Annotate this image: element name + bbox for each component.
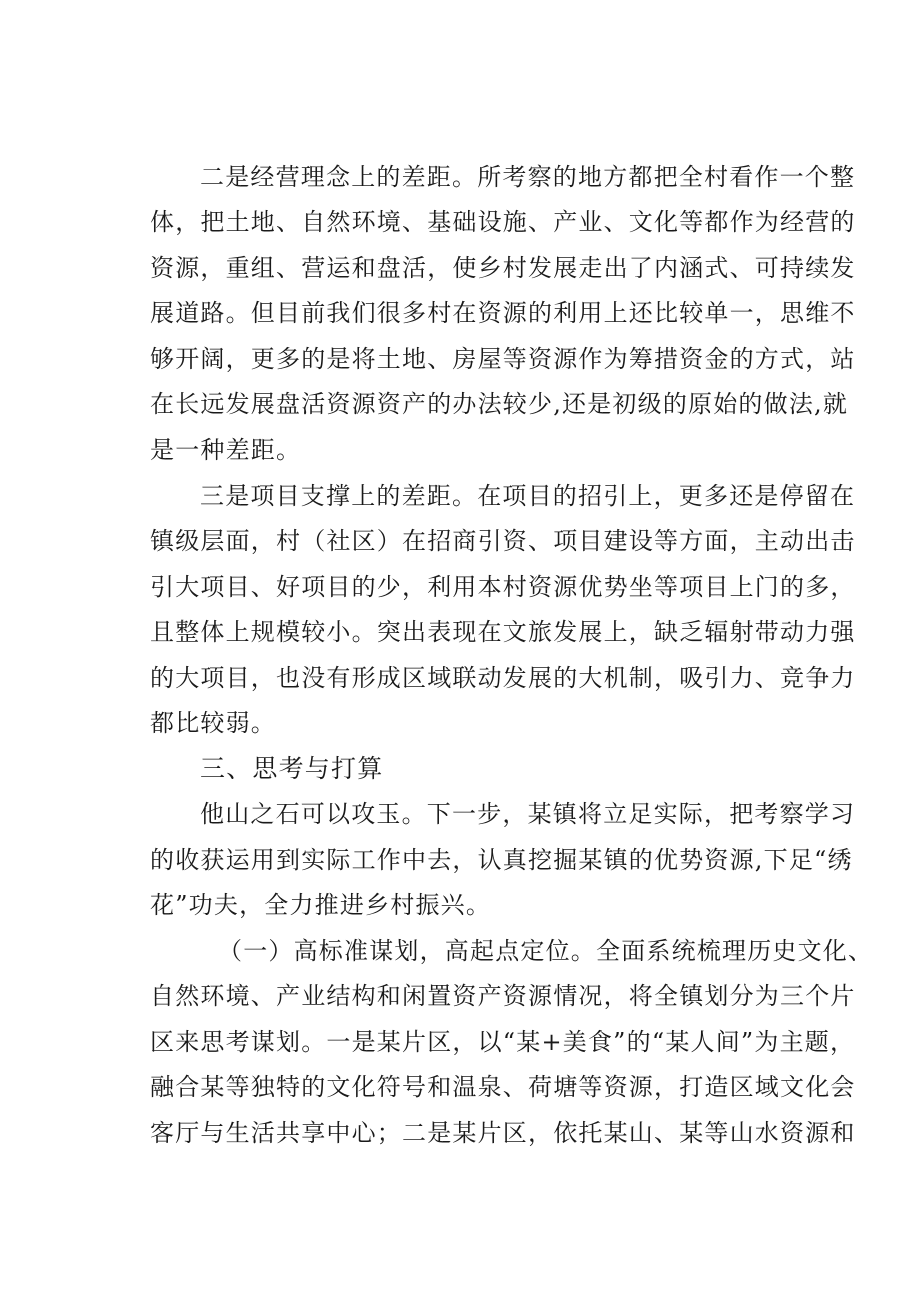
paragraph-2-line-1: 三是项目支撑上的差距。在项目的招引上，更多还是停留在: [200, 482, 856, 510]
paragraph-4-line-4: 融合某等独特的文化符号和温泉、荷塘等资源，打造区域文化会: [150, 1073, 856, 1101]
paragraph-2-line-2: 镇级层面，村（社区）在招商引资、项目建设等方面，主动出击: [150, 527, 856, 555]
paragraph-4-line-1: （一）高标准谋划，高起点定位。全面系统梳理历史文化、: [218, 937, 874, 965]
section-heading: 三、思考与打算: [200, 754, 384, 783]
paragraph-3-line-3: 花”功夫，全力推进乡村振兴。: [150, 891, 492, 919]
paragraph-3-line-1: 他山之石可以攻玉。下一步，某镇将立足实际，把考察学习: [200, 800, 856, 828]
paragraph-2-line-5: 的大项目，也没有形成区域联动发展的大机制，吸引力、竞争力: [150, 664, 856, 692]
paragraph-1-line-5: 够开阔，更多的是将土地、房屋等资源作为筹措资金的方式，站: [150, 345, 856, 373]
paragraph-4-line-2: 自然环境、产业结构和闲置资产资源情况，将全镇划分为三个片: [150, 982, 856, 1010]
paragraph-3-line-2: 的收获运用到实际工作中去，认真挖掘某镇的优势资源,下足“绣: [150, 846, 853, 874]
paragraph-1-line-4: 展道路。但目前我们很多村在资源的利用上还比较单一，思维不: [150, 299, 856, 327]
paragraph-4-line-5: 客厅与生活共享中心；二是某片区，依托某山、某等山水资源和: [150, 1119, 856, 1147]
paragraph-1-line-2: 体，把土地、自然环境、基础设施、产业、文化等都作为经营的: [150, 208, 856, 236]
paragraph-1-line-1: 二是经营理念上的差距。所考察的地方都把全村看作一个整: [200, 163, 856, 191]
paragraph-2-line-4: 且整体上规模较小。突出表现在文旅发展上，缺乏辐射带动力强: [150, 618, 856, 646]
paragraph-2-line-3: 引大项目、好项目的少，利用本村资源优势坐等项目上门的多，: [150, 573, 856, 601]
paragraph-1-line-7: 是一种差距。: [150, 436, 302, 464]
paragraph-2-line-6: 都比较弱。: [150, 709, 276, 737]
paragraph-1-line-3: 资源，重组、营运和盘活，使乡村发展走出了内涵式、可持续发: [150, 254, 856, 282]
paragraph-1-line-6: 在长远发展盘活资源资产的办法较少,还是初级的原始的做法,就: [150, 390, 849, 418]
paragraph-4-line-3: 区来思考谋划。一是某片区，以“某+美食”的“某人间”为主题，: [150, 1028, 856, 1056]
